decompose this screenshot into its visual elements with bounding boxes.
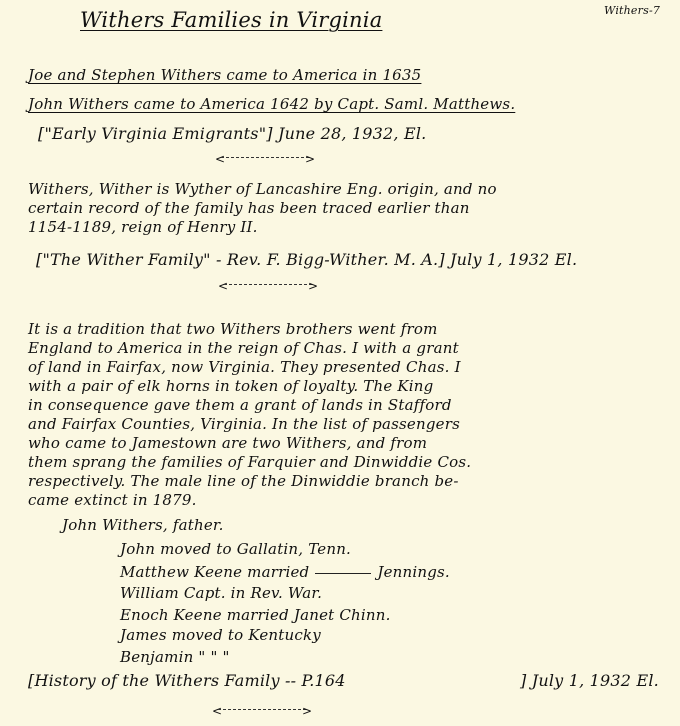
separator-arrow: < > <box>215 152 315 166</box>
tradition-line: respectively. The male line of the Dinwiddie branch be- <box>28 472 459 490</box>
origin-line-1: Withers, Wither is Wyther of Lancashire Eng. origin, and no <box>28 180 497 198</box>
citation-withers-history: [History of the Withers Family -- P.164 <box>28 671 346 690</box>
tradition-line: them sprang the families of Farquier and Dinwiddie Cos. <box>28 453 472 471</box>
citation-early-emigrants: ["Early Virginia Emigrants"] June 28, 1932, El. <box>38 124 427 143</box>
child-entry: William Capt. in Rev. War. <box>120 584 323 602</box>
tradition-line: and Fairfax Counties, Virginia. In the list of passengers <box>28 415 460 433</box>
origin-line-3: 1154-1189, reign of Henry II. <box>28 218 258 236</box>
corner-note: Withers-7 <box>604 4 661 17</box>
tradition-line: with a pair of elk horns in token of loyalty. The King <box>28 377 434 395</box>
child-entry: Benjamin " " " <box>120 648 230 666</box>
tradition-line: came extinct in 1879. <box>28 491 197 509</box>
immigration-line-2: John Withers came to America 1642 by Capt. Saml. Matthews. <box>28 95 516 113</box>
child-entry <box>120 565 450 580</box>
child-entry: James moved to Kentucky <box>120 626 321 644</box>
origin-line-2: certain record of the family has been traced earlier than <box>28 199 470 217</box>
tradition-line: who came to Jamestown are two Withers, and from <box>28 434 428 452</box>
citation-date: ] July 1, 1932 El. <box>520 671 659 690</box>
child-entry-spouse: Jennings. <box>377 563 450 581</box>
child-entry: Enoch Keene married Janet Chinn. <box>120 606 391 624</box>
immigration-line-1: Joe and Stephen Withers came to America in 1635 <box>28 66 422 84</box>
tradition-line: in consequence gave them a grant of lands in Stafford <box>28 396 452 414</box>
tradition-line: of land in Fairfax, now Virginia. They presented Chas. I <box>28 358 461 376</box>
separator-arrow: < > <box>212 704 312 718</box>
separator-arrow: < > <box>218 279 318 293</box>
citation-wither-family: ["The Wither Family" - Rev. F. Bigg-Wither. M. A.] July 1, 1932 El. <box>36 250 578 269</box>
child-entry-name: Matthew Keene married <box>120 563 310 581</box>
blank-line <box>315 573 371 574</box>
tradition-line: It is a tradition that two Withers brothers went from <box>28 320 438 338</box>
page-title: Withers Families in Virginia <box>80 8 383 32</box>
father-line: John Withers, father. <box>62 516 224 534</box>
child-entry: John moved to Gallatin, Tenn. <box>120 540 352 558</box>
tradition-line: England to America in the reign of Chas. I with a grant <box>28 339 459 357</box>
